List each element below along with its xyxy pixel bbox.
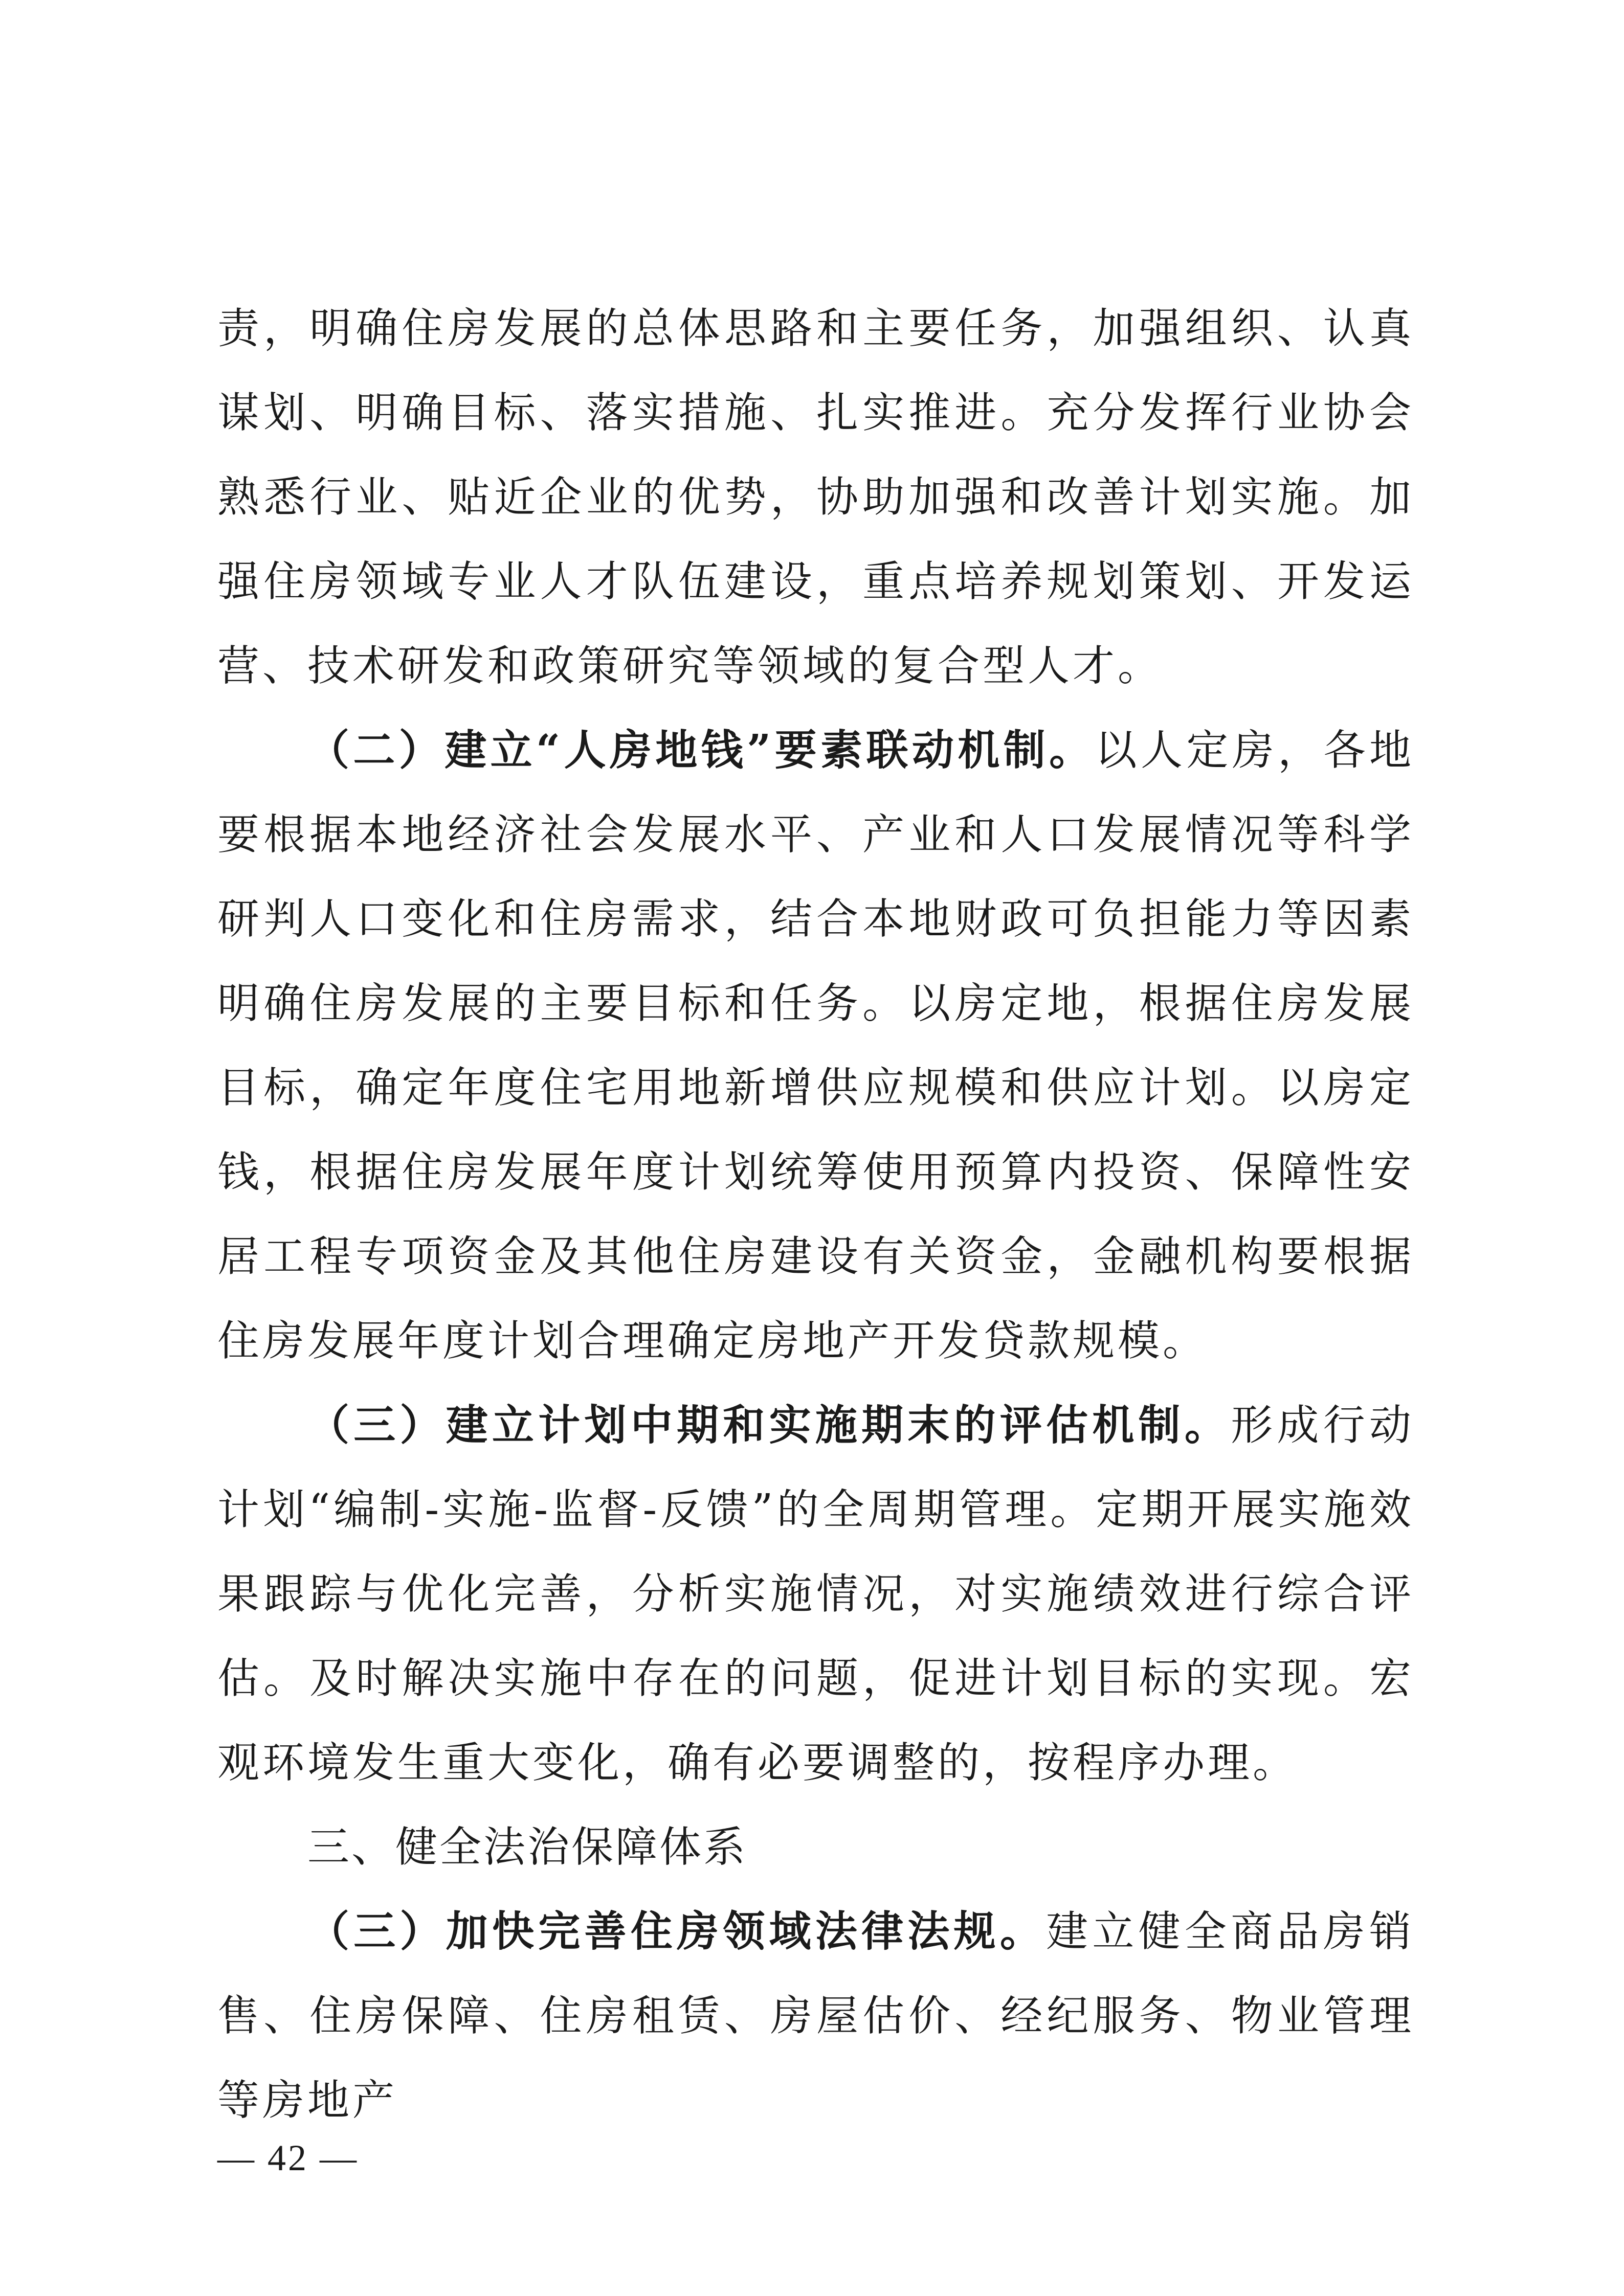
paragraph-text: 建立健全商品房销售、住房保障、住房租赁、房屋估价、经纪服务、物业管理等房地产: [217, 1907, 1414, 2125]
paragraph-lead-heading: （二）建立“人房地钱”要素联动机制。: [307, 726, 1095, 775]
paragraph-factor-linkage: [217, 708, 1414, 1383]
paragraph-evaluation-mechanism: [217, 1383, 1414, 1805]
page-number: — 42 —: [217, 2137, 359, 2178]
paragraph-continuation: [217, 286, 1414, 708]
paragraph-text: 以人定房，各地要根据本地经济社会发展水平、产业和人口发展情况等科学研判人口变化和住房需求，结合本地财政可负担能力等因素明确住房发展的主要目标和任务。以房定地，根据住房发展目标，确定年度住宅用地新增供应规模和供应计划。以房定钱，根据住房发展年度计划统筹使用预算内投资、保障性安居工程专项资金及其他住房建设有关资金，金融机构要根据住房发展年度计划合理确定房地产开发贷款规模。: [217, 726, 1414, 1365]
paragraph-legal-framework: [217, 1889, 1414, 2143]
document-body: [217, 286, 1414, 2143]
section-heading: 三、健全法治保障体系: [307, 1823, 748, 1872]
paragraph-lead-heading: （三）建立计划中期和实施期末的评估机制。: [307, 1401, 1231, 1450]
paragraph-text: 责，明确住房发展的总体思路和主要任务，加强组织、认真谋划、明确目标、落实措施、扎实推进。充分发挥行业协会熟悉行业、贴近企业的优势，协助加强和改善计划实施。加强住房领域专业人才队伍建设，重点培养规划策划、开发运营、技术研发和政策研究等领域的复合型人才。: [217, 304, 1414, 690]
paragraph-lead-heading: （三）加快完善住房领域法律法规。: [307, 1907, 1047, 1956]
paragraph-text: 形成行动计划“编制-实施-监督-反馈”的全周期管理。定期开展实施效果跟踪与优化完善，分析实施情况，对实施绩效进行综合评估。及时解决实施中存在的问题，促进计划目标的实现。宏观环境发生重大变化，确有必要调整的，按程序办理。: [217, 1401, 1414, 1787]
